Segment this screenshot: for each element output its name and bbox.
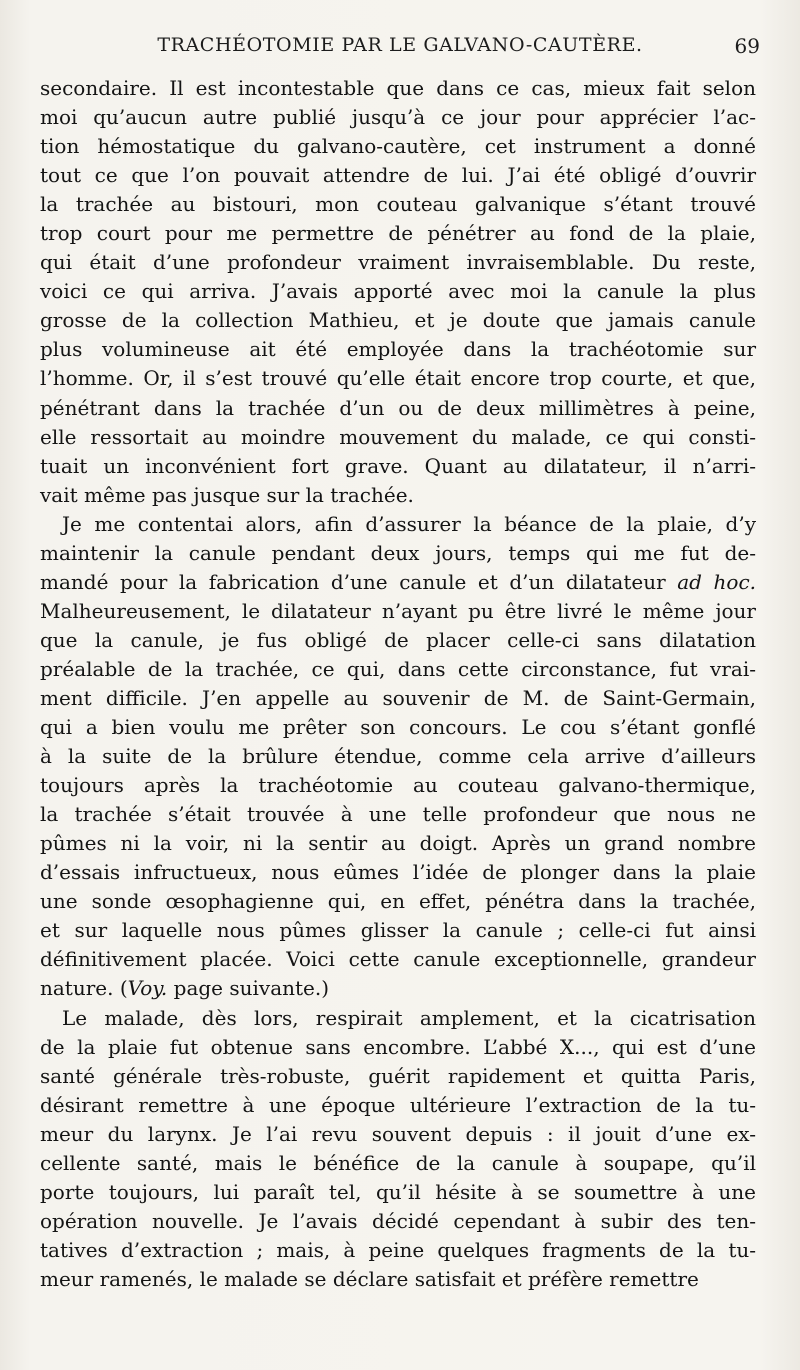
text-line: [40, 858, 756, 887]
line-text: ment difficile. J’en appelle au souvenir de M. de Saint-Germain,: [40, 685, 756, 710]
text-line: [40, 423, 756, 452]
line-text: cellente santé, mais le bénéfice de la canule à soupape, qu’il: [40, 1150, 756, 1175]
page-number: 69: [734, 34, 760, 58]
text-line: [40, 974, 756, 1003]
text-line: [40, 1004, 756, 1033]
text-line: [40, 103, 756, 132]
line-text: porte toujours, lui paraît tel, qu’il hésite à se soumettre à une: [40, 1179, 756, 1204]
text-line: [40, 597, 756, 626]
line-text: tuait un inconvénient fort grave. Quant au dilatateur, il n’arri-: [40, 453, 756, 478]
line-text: pûmes ni la voir, ni la sentir au doigt. Après un grand nombre: [40, 831, 756, 856]
text-line: [40, 1236, 756, 1265]
line-text: Le malade, dès lors, respirait amplement, et la cicatrisation: [62, 1005, 756, 1030]
line-text: l’homme. Or, il s’est trouvé qu’elle était encore trop courte, et que,: [40, 366, 756, 391]
line-text: Je me contentai alors, afin d’assurer la béance de la plaie, d’y: [62, 511, 756, 536]
line-text: voici ce qui arriva. J’avais apporté avec moi la canule la plus: [40, 279, 756, 304]
text-line: [40, 132, 756, 161]
text-line: [40, 364, 756, 393]
text-line: [40, 800, 756, 829]
line-text: d’essais infructueux, nous eûmes l’idée de plonger dans la plaie: [40, 860, 756, 885]
text-line: [40, 481, 756, 510]
running-header: [40, 34, 760, 64]
text-line: [40, 219, 756, 248]
line-text: à la suite de la brûlure étendue, comme cela arrive d’ailleurs: [40, 744, 756, 769]
line-text: santé générale très-robuste, guérit rapidement et quitta Paris,: [40, 1063, 756, 1088]
line-text: meur du larynx. Je l’ai revu souvent depuis : il jouit d’une ex-: [40, 1121, 756, 1146]
line-text: mandé pour la fabrication d’une canule et d’un dilatateur: [40, 569, 678, 594]
text-line: [40, 916, 756, 945]
text-line: [40, 713, 756, 742]
line-text-after: page suivante.): [167, 976, 330, 1001]
text-line: [40, 306, 756, 335]
line-text: trop court pour me permettre de pénétrer au fond de la plaie,: [40, 221, 756, 246]
text-line: [40, 829, 756, 858]
line-text: Malheureusement, le dilatateur n’ayant pu être livré le même jour: [40, 598, 756, 623]
line-text: grosse de la collection Mathieu, et je doute que jamais canule: [40, 308, 756, 333]
text-line: [40, 510, 756, 539]
text-line: [40, 568, 756, 597]
line-text: tout ce que l’on pouvait attendre de lui. J’ai été obligé d’ouvrir: [40, 163, 756, 188]
line-text: et sur laquelle nous pûmes glisser la canule ; celle-ci fut ainsi: [40, 918, 756, 943]
line-text: vait même pas jusque sur la trachée.: [40, 482, 414, 507]
line-text: moi qu’aucun autre publié jusqu’à ce jour pour apprécier l’ac-: [40, 105, 756, 130]
text-line: [40, 771, 756, 800]
line-text: la trachée s’était trouvée à une telle profondeur que nous ne: [40, 802, 756, 827]
line-italic-text: ad hoc.: [677, 569, 756, 594]
text-line: [40, 190, 756, 219]
line-text: désirant remettre à une époque ultérieure l’extraction de la tu-: [40, 1092, 756, 1117]
line-text: que la canule, je fus obligé de placer celle-ci sans dilatation: [40, 627, 756, 652]
line-text: plus volumineuse ait été employée dans la trachéotomie sur: [40, 337, 756, 362]
text-line: [40, 161, 756, 190]
line-text: opération nouvelle. Je l’avais décidé cependant à subir des ten-: [40, 1208, 756, 1233]
line-italic-text: Voy.: [127, 976, 168, 1001]
line-text: maintenir la canule pendant deux jours, temps qui me fut de-: [40, 540, 756, 565]
text-line: [40, 1207, 756, 1236]
line-text: qui a bien voulu me prêter son concours. Le cou s’étant gonflé: [40, 715, 756, 740]
line-text: de la plaie fut obtenue sans encombre. L’abbé X..., qui est d’une: [40, 1034, 756, 1059]
text-line: [40, 655, 756, 684]
text-line: [40, 742, 756, 771]
text-line: [40, 539, 756, 568]
text-line: [40, 277, 756, 306]
line-text: qui était d’une profondeur vraiment invraisemblable. Du reste,: [40, 250, 756, 275]
text-line: [40, 394, 756, 423]
text-line: [40, 74, 756, 103]
line-text: elle ressortait au moindre mouvement du malade, ce qui consti-: [40, 424, 756, 449]
line-text: une sonde œsophagienne qui, en effet, pénétra dans la trachée,: [40, 889, 756, 914]
text-line: [40, 1178, 756, 1207]
line-text: pénétrant dans la trachée d’un ou de deux millimètres à peine,: [40, 395, 756, 420]
text-line: [40, 452, 756, 481]
text-line: [40, 684, 756, 713]
line-text: meur ramenés, le malade se déclare satisfait et préfère remettre: [40, 1266, 699, 1291]
line-text: définitivement placée. Voici cette canule exceptionnelle, grandeur: [40, 947, 756, 972]
text-line: [40, 887, 756, 916]
text-line: [40, 626, 756, 655]
line-text: la trachée au bistouri, mon couteau galvanique s’étant trouvé: [40, 192, 756, 217]
running-title: TRACHÉOTOMIE PAR LE GALVANO-CAUTÈRE.: [157, 34, 643, 56]
line-text: préalable de la trachée, ce qui, dans cette circonstance, fut vrai-: [40, 656, 756, 681]
text-line: [40, 945, 756, 974]
text-line: [40, 1149, 756, 1178]
line-text: toujours après la trachéotomie au couteau galvano-thermique,: [40, 773, 756, 798]
text-line: [40, 1120, 756, 1149]
line-text: tion hémostatique du galvano-cautère, cet instrument a donné: [40, 134, 756, 159]
text-line: [40, 335, 756, 364]
body-text: [40, 74, 756, 1294]
line-text: secondaire. Il est incontestable que dans ce cas, mieux fait selon: [40, 76, 756, 100]
text-line: [40, 1062, 756, 1091]
text-line: [40, 1091, 756, 1120]
text-line: [40, 1033, 756, 1062]
text-line: [40, 1265, 756, 1294]
line-text: nature. (: [40, 976, 128, 1001]
line-text: tatives d’extraction ; mais, à peine quelques fragments de la tu-: [40, 1237, 756, 1262]
text-line: [40, 248, 756, 277]
